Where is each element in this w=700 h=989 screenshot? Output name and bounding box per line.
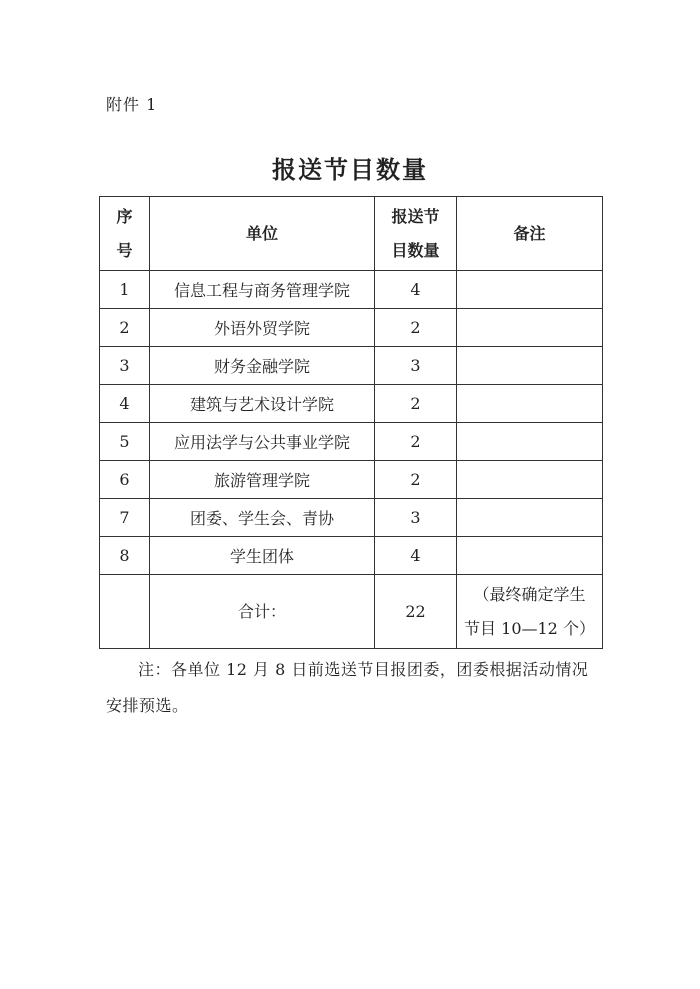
row-unit: 团委、学生会、青协	[150, 499, 375, 537]
row-count: 2	[375, 423, 457, 461]
row-remark	[457, 271, 603, 309]
header-seq-line2: 号	[116, 240, 133, 260]
row-remark	[457, 309, 603, 347]
row-count: 4	[375, 271, 457, 309]
row-count: 3	[375, 499, 457, 537]
total-label: 合计：	[150, 575, 375, 649]
table-row	[100, 271, 603, 309]
row-seq: 3	[100, 347, 150, 385]
table-row	[100, 309, 603, 347]
table-header-row	[100, 197, 603, 271]
attachment-label: 附件 1	[106, 95, 158, 114]
row-seq: 5	[100, 423, 150, 461]
header-seq	[100, 197, 150, 271]
row-remark	[457, 499, 603, 537]
document-title: 报送节目数量	[272, 156, 428, 184]
row-count: 3	[375, 347, 457, 385]
row-unit: 学生团体	[150, 537, 375, 575]
total-count: 22	[375, 575, 457, 649]
row-count: 2	[375, 385, 457, 423]
header-remark: 备注	[457, 197, 603, 271]
header-count	[375, 197, 457, 271]
table-row	[100, 423, 603, 461]
footnote: 注：各单位 12 月 8 日前选送节目报团委，团委根据活动情况安排预选。	[106, 660, 589, 715]
header-unit: 单位	[150, 197, 375, 271]
row-seq: 6	[100, 461, 150, 499]
row-remark	[457, 385, 603, 423]
row-seq: 2	[100, 309, 150, 347]
row-unit: 信息工程与商务管理学院	[150, 271, 375, 309]
row-seq: 1	[100, 271, 150, 309]
row-remark	[457, 537, 603, 575]
row-count: 2	[375, 461, 457, 499]
total-remark-line1: （最终确定学生	[473, 584, 586, 604]
row-unit: 旅游管理学院	[150, 461, 375, 499]
row-unit: 建筑与艺术设计学院	[150, 385, 375, 423]
total-remark	[457, 575, 603, 649]
table-body	[100, 271, 603, 575]
table-row	[100, 347, 603, 385]
table-total-row	[100, 575, 603, 649]
header-count-line1: 报送节	[391, 206, 440, 226]
row-unit: 财务金融学院	[150, 347, 375, 385]
row-remark	[457, 423, 603, 461]
row-count: 4	[375, 537, 457, 575]
table-row	[100, 499, 603, 537]
row-remark	[457, 461, 603, 499]
program-count-table	[99, 196, 603, 649]
header-count-line2: 目数量	[391, 240, 440, 260]
table-row	[100, 461, 603, 499]
row-count: 2	[375, 309, 457, 347]
row-seq: 7	[100, 499, 150, 537]
table-row	[100, 385, 603, 423]
table-row	[100, 537, 603, 575]
row-unit: 应用法学与公共事业学院	[150, 423, 375, 461]
row-remark	[457, 347, 603, 385]
row-seq: 8	[100, 537, 150, 575]
total-remark-line2: 节目 10—12 个）	[464, 618, 595, 638]
header-seq-line1: 序	[116, 206, 133, 226]
total-seq-cell	[100, 575, 150, 649]
row-unit: 外语外贸学院	[150, 309, 375, 347]
row-seq: 4	[100, 385, 150, 423]
